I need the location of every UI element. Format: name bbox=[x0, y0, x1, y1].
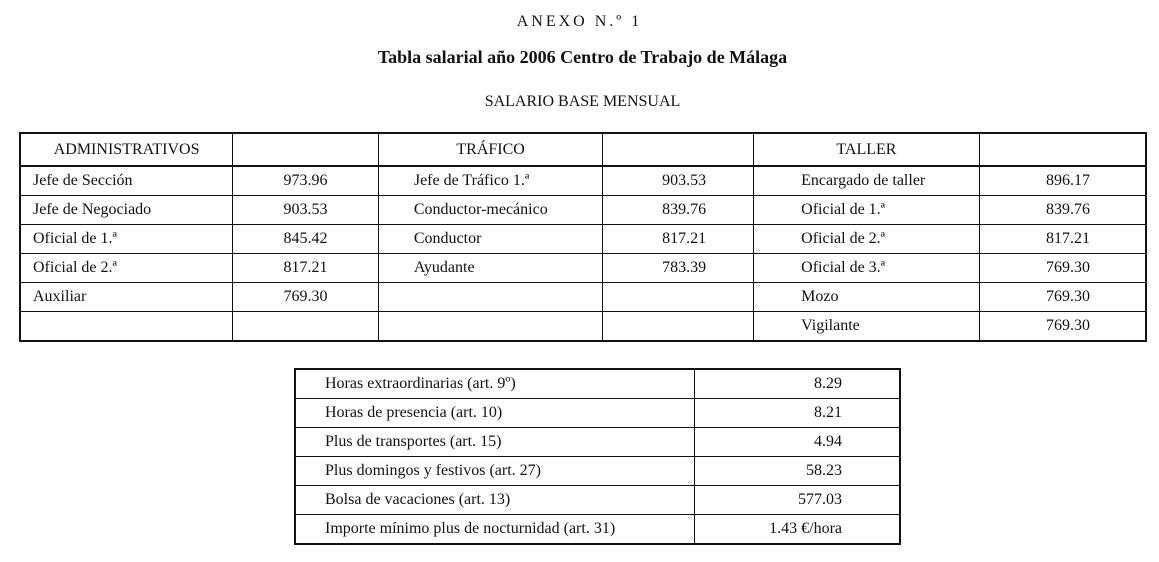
trafico-salary: 903.53 bbox=[603, 166, 754, 196]
taller-category: Oficial de 2.ª bbox=[754, 225, 980, 254]
table-row bbox=[295, 457, 900, 486]
extra-amount: 8.29 bbox=[694, 369, 900, 399]
taller-salary: 896.17 bbox=[979, 166, 1146, 196]
admin-salary bbox=[233, 312, 379, 342]
trafico-salary bbox=[603, 283, 754, 312]
header-blank bbox=[233, 133, 379, 166]
table-row bbox=[295, 399, 900, 428]
extra-concept: Horas de presencia (art. 10) bbox=[295, 399, 694, 428]
trafico-category: Conductor-mecánico bbox=[378, 196, 603, 225]
table-row bbox=[20, 312, 1146, 342]
extra-amount: 4.94 bbox=[694, 428, 900, 457]
admin-category: Auxiliar bbox=[20, 283, 233, 312]
extra-concept: Horas extraordinarias (art. 9º) bbox=[295, 369, 694, 399]
admin-salary: 817.21 bbox=[233, 254, 379, 283]
trafico-category: Conductor bbox=[378, 225, 603, 254]
extra-concept: Plus de transportes (art. 15) bbox=[295, 428, 694, 457]
admin-category bbox=[20, 312, 233, 342]
table-row bbox=[20, 166, 1146, 196]
taller-salary: 839.76 bbox=[979, 196, 1146, 225]
trafico-salary: 817.21 bbox=[603, 225, 754, 254]
table-row bbox=[20, 254, 1146, 283]
admin-category: Jefe de Negociado bbox=[20, 196, 233, 225]
taller-category: Oficial de 3.ª bbox=[754, 254, 980, 283]
table-row bbox=[20, 225, 1146, 254]
trafico-category: Ayudante bbox=[378, 254, 603, 283]
trafico-salary: 839.76 bbox=[603, 196, 754, 225]
salary-table-header-row bbox=[20, 133, 1146, 166]
extras-table bbox=[294, 368, 901, 545]
header-taller: TALLER bbox=[754, 133, 980, 166]
table-row bbox=[295, 486, 900, 515]
header-blank bbox=[979, 133, 1146, 166]
admin-salary: 903.53 bbox=[233, 196, 379, 225]
table-row bbox=[20, 283, 1146, 312]
taller-category: Vigilante bbox=[754, 312, 980, 342]
taller-category: Oficial de 1.ª bbox=[754, 196, 980, 225]
taller-salary: 769.30 bbox=[979, 283, 1146, 312]
header-blank bbox=[603, 133, 754, 166]
trafico-category bbox=[378, 312, 603, 342]
trafico-salary: 783.39 bbox=[603, 254, 754, 283]
admin-salary: 973.96 bbox=[233, 166, 379, 196]
extra-amount: 58.23 bbox=[694, 457, 900, 486]
extra-concept: Bolsa de vacaciones (art. 13) bbox=[295, 486, 694, 515]
taller-salary: 769.30 bbox=[979, 312, 1146, 342]
admin-salary: 845.42 bbox=[233, 225, 379, 254]
header-administrativos: ADMINISTRATIVOS bbox=[20, 133, 233, 166]
table-row bbox=[295, 428, 900, 457]
taller-category: Mozo bbox=[754, 283, 980, 312]
taller-category: Encargado de taller bbox=[754, 166, 980, 196]
trafico-category: Jefe de Tráfico 1.ª bbox=[378, 166, 603, 196]
trafico-salary bbox=[603, 312, 754, 342]
document-title: Tabla salarial año 2006 Centro de Trabajo de Málaga bbox=[377, 47, 788, 67]
admin-category: Oficial de 1.ª bbox=[20, 225, 233, 254]
annex-heading: ANEXO N.º 1 bbox=[516, 13, 643, 30]
document-subtitle: SALARIO BASE MENSUAL bbox=[484, 93, 681, 110]
extra-amount: 577.03 bbox=[694, 486, 900, 515]
extra-concept: Importe mínimo plus de nocturnidad (art. 31) bbox=[295, 515, 694, 545]
taller-salary: 769.30 bbox=[979, 254, 1146, 283]
extra-concept: Plus domingos y festivos (art. 27) bbox=[295, 457, 694, 486]
taller-salary: 817.21 bbox=[979, 225, 1146, 254]
extra-amount: 8.21 bbox=[694, 399, 900, 428]
header-trafico: TRÁFICO bbox=[378, 133, 603, 166]
table-row bbox=[295, 369, 900, 399]
admin-salary: 769.30 bbox=[233, 283, 379, 312]
admin-category: Oficial de 2.ª bbox=[20, 254, 233, 283]
salary-table bbox=[19, 132, 1147, 342]
extra-amount: 1.43 €/hora bbox=[694, 515, 900, 545]
table-row bbox=[295, 515, 900, 545]
admin-category: Jefe de Sección bbox=[20, 166, 233, 196]
trafico-category bbox=[378, 283, 603, 312]
table-row bbox=[20, 196, 1146, 225]
